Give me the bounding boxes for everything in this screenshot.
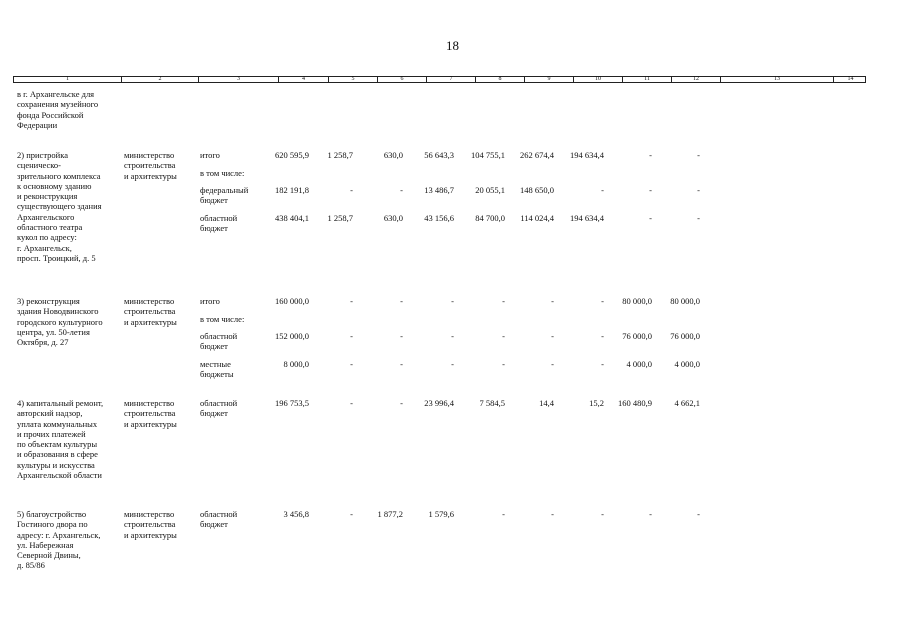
value-cell-col-10: - — [601, 359, 604, 369]
executor-4: министерство строительства и архитектуры — [124, 398, 177, 429]
value-cell-col-6: 1 877,2 — [377, 509, 403, 519]
col-header-5: 5 — [328, 76, 377, 83]
value-cell-col-4: 152 000,0 — [275, 331, 309, 341]
value-cell-col-11: 160 480,9 — [618, 398, 652, 408]
value-cell-col-10: 194 634,4 — [570, 150, 604, 160]
value-cell-col-9: 148 650,0 — [520, 185, 554, 195]
value-cell-col-12: 80 000,0 — [670, 296, 700, 306]
value-cell-col-11: 4 000,0 — [626, 359, 652, 369]
value-cell-col-4: 3 456,8 — [283, 509, 309, 519]
value-cell-col-4: 196 753,5 — [275, 398, 309, 408]
value-cell-col-5: - — [350, 359, 353, 369]
value-cell-col-6: - — [400, 185, 403, 195]
page-number: 18 — [446, 38, 459, 53]
col-header-2: 2 — [121, 76, 198, 83]
value-cell-col-4: 8 000,0 — [283, 359, 309, 369]
col-header-6: 6 — [377, 76, 426, 83]
value-cell-col-4: 438 404,1 — [275, 213, 309, 223]
source-label: итого — [200, 296, 220, 306]
value-cell-col-8: - — [502, 359, 505, 369]
object-name-4: 4) капитальный ремонт, авторский надзор, уплата коммунальных и прочих платежей по объектам культуры и образования в сфере культуры и искусства Архангельской области — [17, 398, 104, 481]
source-label: итого — [200, 150, 220, 160]
value-cell-col-6: - — [400, 296, 403, 306]
value-cell-col-4: 620 595,9 — [275, 150, 309, 160]
source-label: областной бюджет — [200, 213, 238, 234]
object-name-2: 2) пристройка сценическо- зрительного комплекса к основному зданию и реконструкция существующего здания Архангельского областного театра кукол по адресу: г. Архангельск, просп. Троицкий, д. 5 — [17, 150, 102, 263]
value-cell-col-8: - — [502, 296, 505, 306]
column-number-header — [13, 76, 866, 83]
value-cell-col-12: 4 662,1 — [674, 398, 700, 408]
col-header-1: 1 — [66, 76, 69, 82]
value-cell-col-7: 13 486,7 — [424, 185, 454, 195]
value-cell-col-9: - — [551, 331, 554, 341]
source-label: местные бюджеты — [200, 359, 234, 380]
value-cell-col-12: 76 000,0 — [670, 331, 700, 341]
executor-3: министерство строительства и архитектуры — [124, 296, 177, 327]
value-cell-col-10: 15,2 — [589, 398, 604, 408]
value-cell-col-11: 76 000,0 — [622, 331, 652, 341]
value-cell-col-4: 160 000,0 — [275, 296, 309, 306]
value-cell-col-8: 84 700,0 — [475, 213, 505, 223]
value-cell-col-4: 182 191,8 — [275, 185, 309, 195]
value-cell-col-12: - — [697, 509, 700, 519]
source-label: в том числе: — [200, 314, 245, 324]
value-cell-col-5: - — [350, 296, 353, 306]
value-cell-col-9: 262 674,4 — [520, 150, 554, 160]
intro-text: в г. Архангельске для сохранения музейного фонда Российской Федерации — [17, 89, 99, 130]
source-label: федеральный бюджет — [200, 185, 249, 206]
value-cell-col-12: - — [697, 213, 700, 223]
value-cell-col-10: 194 634,4 — [570, 213, 604, 223]
executor-2: министерство строительства и архитектуры — [124, 150, 177, 181]
col-header-13: 13 — [720, 76, 833, 83]
value-cell-col-10: - — [601, 185, 604, 195]
col-header-7: 7 — [426, 76, 475, 83]
value-cell-col-6: - — [400, 331, 403, 341]
value-cell-col-11: - — [649, 213, 652, 223]
object-name-5: 5) благоустройство Гостиного двора по адресу: г. Архангельск, ул. Набережная Северной Двины, д. 85/86 — [17, 509, 101, 571]
value-cell-col-10: - — [601, 509, 604, 519]
col-header-10: 10 — [573, 76, 622, 83]
value-cell-col-6: 630,0 — [383, 213, 403, 223]
value-cell-col-9: - — [551, 359, 554, 369]
value-cell-col-7: - — [451, 331, 454, 341]
value-cell-col-9: 14,4 — [539, 398, 554, 408]
value-cell-col-9: - — [551, 296, 554, 306]
executor-5: министерство строительства и архитектуры — [124, 509, 177, 540]
col-header-8: 8 — [475, 76, 524, 83]
col-header-14: 14 — [833, 76, 867, 83]
value-cell-col-5: - — [350, 331, 353, 341]
value-cell-col-5: - — [350, 185, 353, 195]
value-cell-col-8: 7 584,5 — [479, 398, 505, 408]
value-cell-col-5: 1 258,7 — [327, 150, 353, 160]
value-cell-col-7: - — [451, 296, 454, 306]
value-cell-col-5: 1 258,7 — [327, 213, 353, 223]
value-cell-col-6: - — [400, 398, 403, 408]
value-cell-col-8: - — [502, 331, 505, 341]
value-cell-col-11: - — [649, 509, 652, 519]
col-header-12: 12 — [671, 76, 720, 83]
value-cell-col-10: - — [601, 296, 604, 306]
value-cell-col-5: - — [350, 398, 353, 408]
col-header-3: 3 — [198, 76, 278, 83]
col-header-11: 11 — [622, 76, 671, 83]
source-label: областной бюджет — [200, 331, 238, 352]
value-cell-col-7: 1 579,6 — [428, 509, 454, 519]
col-header-9: 9 — [524, 76, 573, 83]
source-label: в том числе: — [200, 168, 245, 178]
source-label: областной бюджет — [200, 398, 238, 419]
value-cell-col-6: 630,0 — [383, 150, 403, 160]
value-cell-col-7: 56 643,3 — [424, 150, 454, 160]
value-cell-col-9: 114 024,4 — [520, 213, 554, 223]
value-cell-col-7: 43 156,6 — [424, 213, 454, 223]
value-cell-col-8: - — [502, 509, 505, 519]
value-cell-col-11: 80 000,0 — [622, 296, 652, 306]
object-name-3: 3) реконструкция здания Новодвинского городского культурного центра, ул. 50-летия Октября, д. 27 — [17, 296, 103, 348]
value-cell-col-5: - — [350, 509, 353, 519]
value-cell-col-12: 4 000,0 — [674, 359, 700, 369]
value-cell-col-12: - — [697, 150, 700, 160]
value-cell-col-10: - — [601, 331, 604, 341]
value-cell-col-7: 23 996,4 — [424, 398, 454, 408]
value-cell-col-7: - — [451, 359, 454, 369]
col-header-4: 4 — [278, 76, 328, 83]
value-cell-col-12: - — [697, 185, 700, 195]
value-cell-col-6: - — [400, 359, 403, 369]
value-cell-col-8: 20 055,1 — [475, 185, 505, 195]
value-cell-col-11: - — [649, 185, 652, 195]
value-cell-col-8: 104 755,1 — [471, 150, 505, 160]
value-cell-col-11: - — [649, 150, 652, 160]
value-cell-col-9: - — [551, 509, 554, 519]
source-label: областной бюджет — [200, 509, 238, 530]
